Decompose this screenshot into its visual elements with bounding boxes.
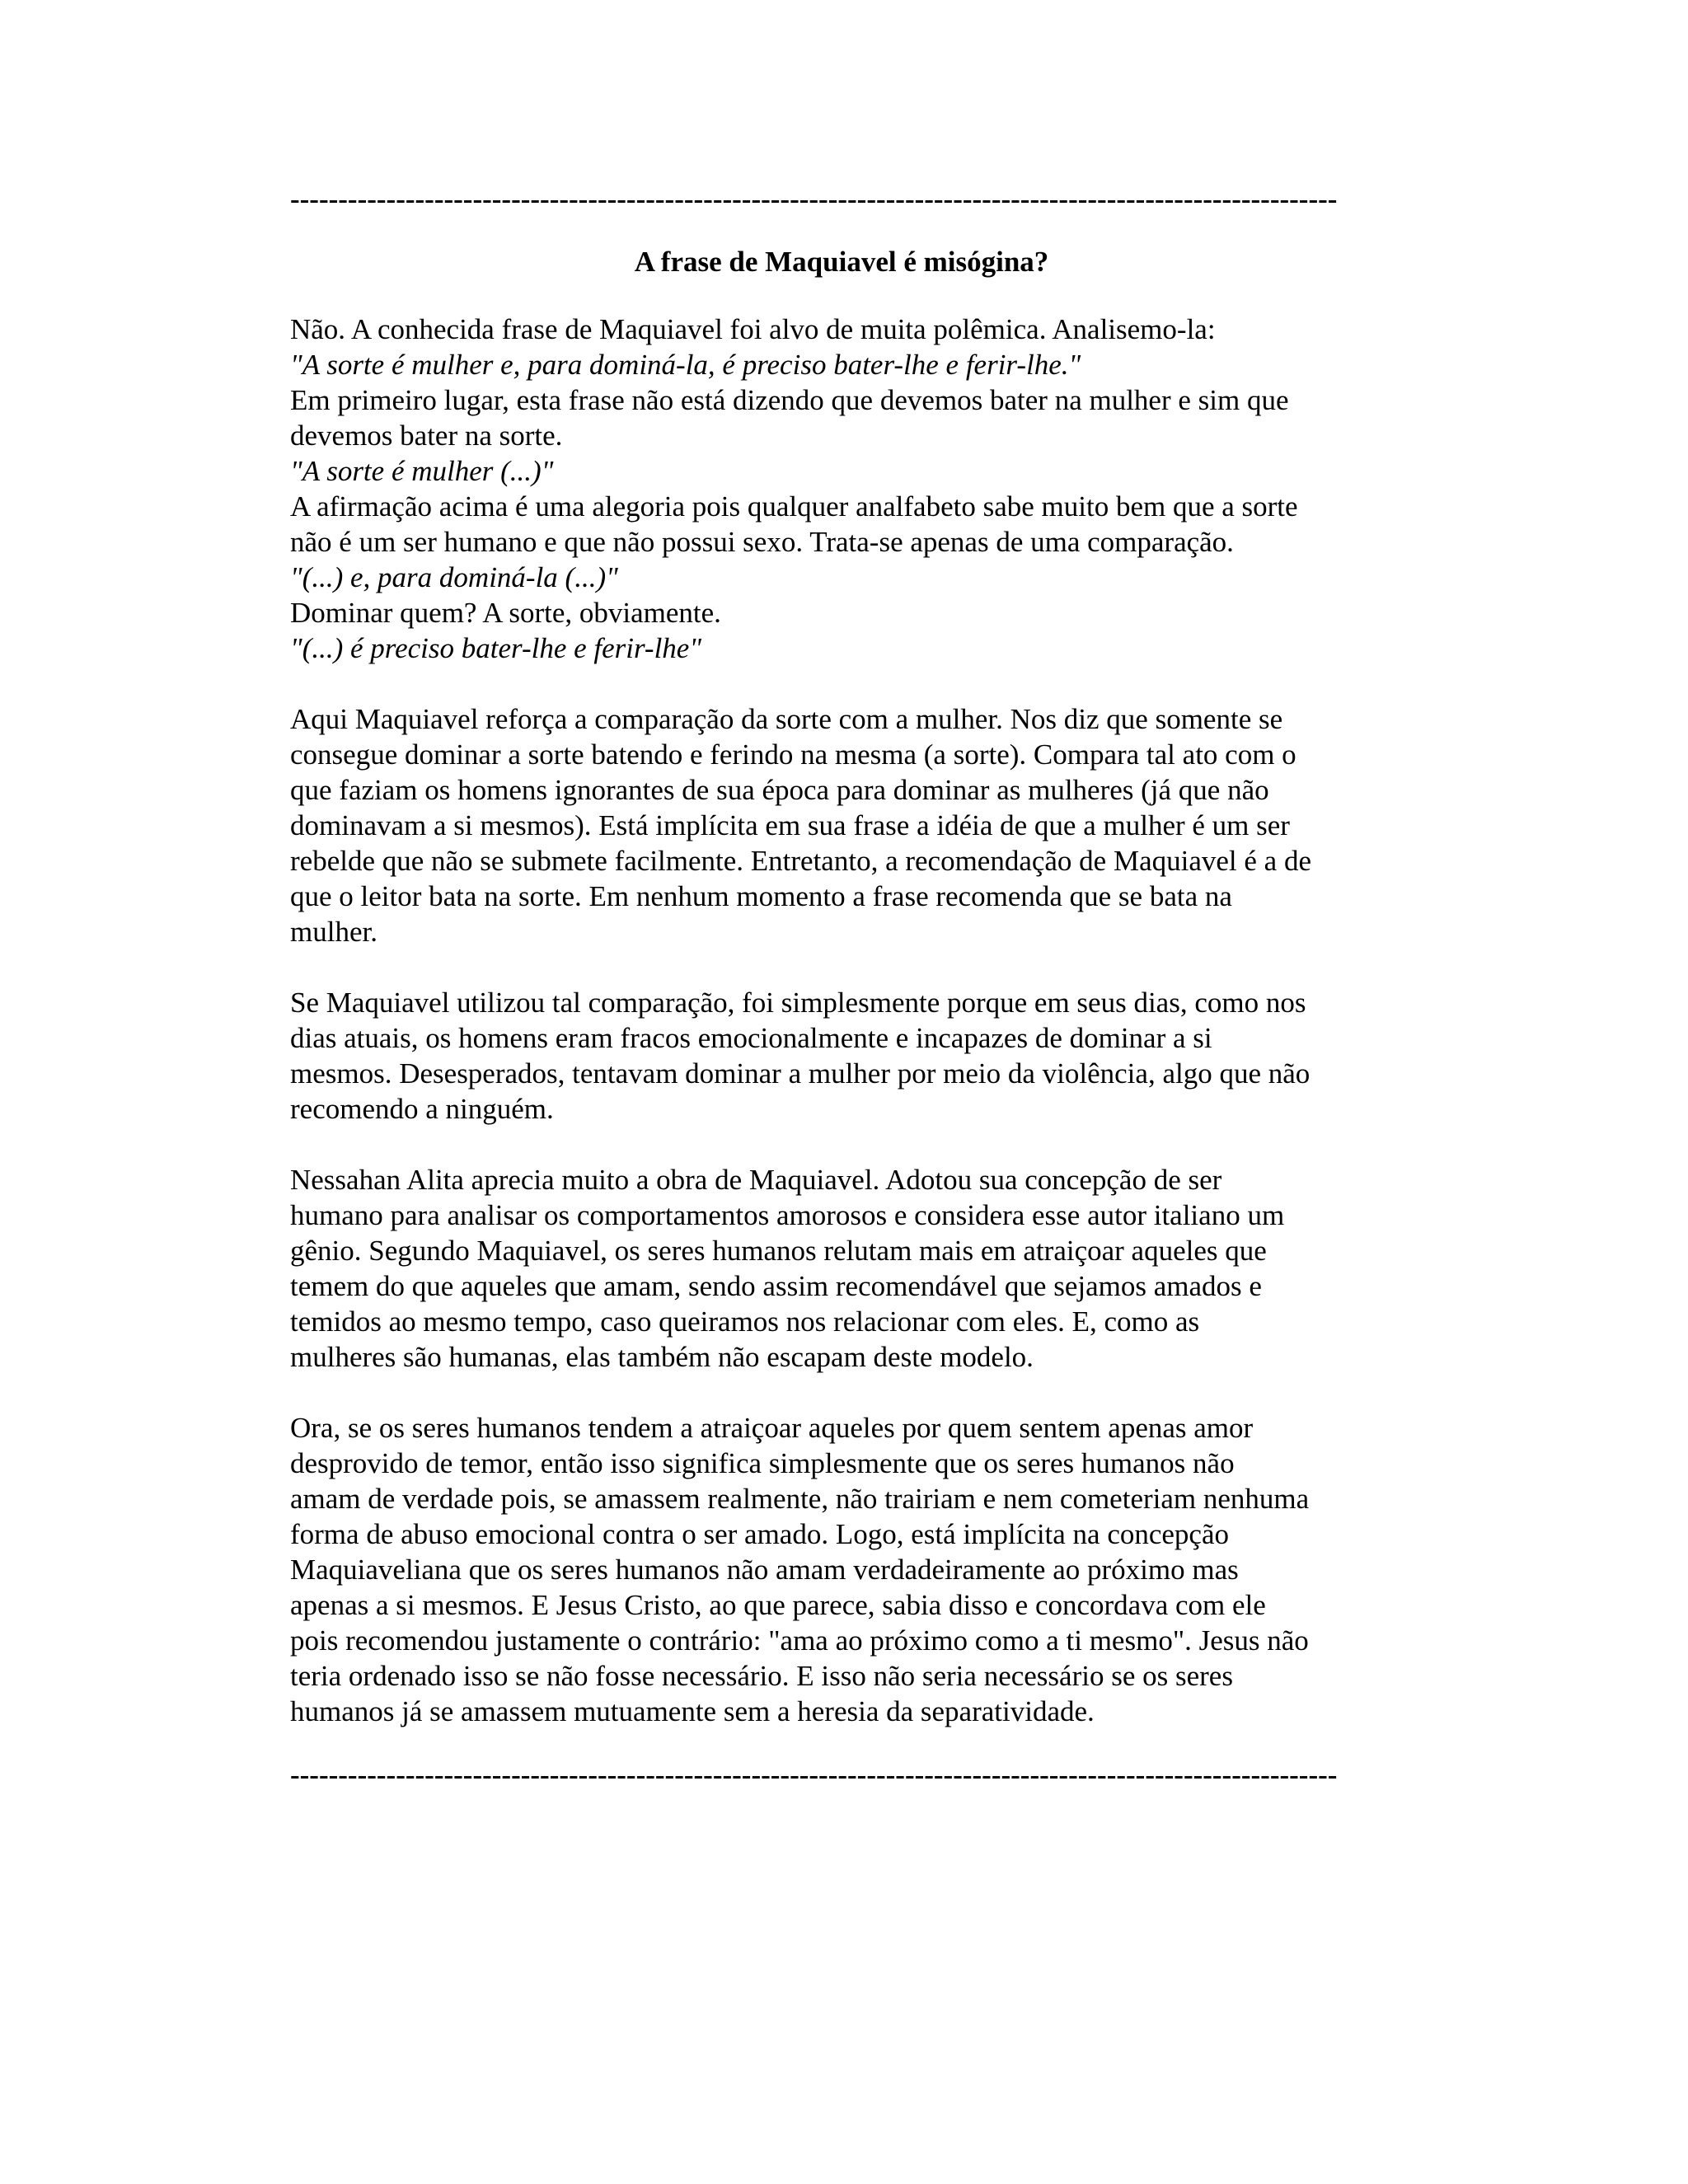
quote-line: "(...) é preciso bater-lhe e ferir-lhe": [290, 632, 702, 664]
text-line: Não. A conhecida frase de Maquiavel foi alvo de muita polêmica. Analisemo-la:: [290, 313, 1216, 345]
text-line: humano para analisar os comportamentos amorosos e considera esse autor italiano um: [290, 1199, 1285, 1231]
text-line: apenas a si mesmos. E Jesus Cristo, ao que parece, sabia disso e concordava com ele: [290, 1589, 1266, 1621]
text-line: A afirmação acima é uma alegoria pois qualquer analfabeto sabe muito bem que a sorte: [290, 490, 1298, 523]
text-line: mulheres são humanas, elas também não escapam deste modelo.: [290, 1341, 1034, 1373]
text-line: rebelde que não se submete facilmente. Entretanto, a recomendação de Maquiavel é a de: [290, 845, 1311, 877]
text-line: Dominar quem? A sorte, obviamente.: [290, 597, 721, 629]
text-line: Nessahan Alita aprecia muito a obra de Maquiavel. Adotou sua concepção de ser: [290, 1164, 1222, 1196]
text-line: temidos ao mesmo tempo, caso queiramos nos relacionar com eles. E, como as: [290, 1305, 1200, 1338]
text-line: teria ordenado isso se não fosse necessário. E isso não seria necessário se os seres: [290, 1660, 1233, 1692]
paragraph: [290, 985, 1395, 1127]
paragraph-gap: [290, 666, 1395, 701]
text-line: amam de verdade pois, se amassem realmente, não trairiam e nem cometeriam nenhuma: [290, 1483, 1310, 1515]
text-line: mulher.: [290, 916, 377, 948]
text-line: pois recomendou justamente o contrário: "ama ao próximo como a ti mesmo". Jesus não: [290, 1624, 1309, 1657]
text-line: dias atuais, os homens eram fracos emocionalmente e incapazes de dominar a si: [290, 1022, 1212, 1054]
text-line: mesmos. Desesperados, tentavam dominar a mulher por meio da violência, algo que não: [290, 1057, 1311, 1090]
text-line: consegue dominar a sorte batendo e ferindo na mesma (a sorte). Compara tal ato com o: [290, 738, 1296, 771]
top-divider: -------------------------------------------------------------------------------------------------------------: [290, 183, 1338, 215]
document-title: A frase de Maquiavel é misógina?: [634, 246, 1049, 278]
bottom-divider: -------------------------------------------------------------------------------------------------------------: [290, 1759, 1338, 1791]
text-line: Aqui Maquiavel reforça a comparação da sorte com a mulher. Nos diz que somente se: [290, 703, 1283, 735]
text-line: devemos bater na sorte.: [290, 419, 563, 452]
text-line: desprovido de temor, então isso significa simplesmente que os seres humanos não: [290, 1447, 1235, 1479]
paragraph-gap: [290, 1375, 1395, 1410]
text-line: não é um ser humano e que não possui sexo. Trata-se apenas de uma comparação.: [290, 526, 1234, 558]
text-line: que o leitor bata na sorte. Em nenhum momento a frase recomenda que se bata na: [290, 880, 1232, 912]
text-line: Ora, se os seres humanos tendem a atraiçoar aqueles por quem sentem apenas amor: [290, 1412, 1254, 1444]
text-line: forma de abuso emocional contra o ser amado. Logo, está implícita na concepção: [290, 1518, 1230, 1550]
paragraph-gap: [290, 949, 1395, 985]
paragraph-gap: [290, 1127, 1395, 1162]
text-line: Em primeiro lugar, esta frase não está dizendo que devemos bater na mulher e sim que: [290, 384, 1289, 416]
paragraph: [290, 701, 1395, 949]
text-line: Se Maquiavel utilizou tal comparação, foi simplesmente porque em seus dias, como nos: [290, 987, 1306, 1019]
paragraph: [290, 1410, 1395, 1729]
paragraph: [290, 1162, 1395, 1375]
text-line: dominavam a si mesmos). Está implícita em sua frase a idéia de que a mulher é um ser: [290, 809, 1290, 841]
text-line: que faziam os homens ignorantes de sua época para dominar as mulheres (já que não: [290, 774, 1269, 806]
document-page: [290, 181, 1395, 1793]
text-line: temem do que aqueles que amam, sendo assim recomendável que sejamos amados e: [290, 1270, 1262, 1302]
text-line: humanos já se amassem mutuamente sem a heresia da separatividade.: [290, 1695, 1095, 1727]
quote-line: "A sorte é mulher (...)": [290, 455, 554, 487]
text-line: recomendo a ninguém.: [290, 1093, 554, 1125]
text-line: gênio. Segundo Maquiavel, os seres humanos relutam mais em atraiçoar aqueles que: [290, 1235, 1267, 1267]
quote-line: "(...) e, para dominá-la (...)": [290, 561, 618, 593]
text-line: Maquiaveliana que os seres humanos não amam verdadeiramente ao próximo mas: [290, 1554, 1239, 1586]
quote-line: "A sorte é mulher e, para dominá-la, é preciso bater-lhe e ferir-lhe.": [290, 349, 1081, 381]
intro-paragraph: [290, 312, 1395, 666]
